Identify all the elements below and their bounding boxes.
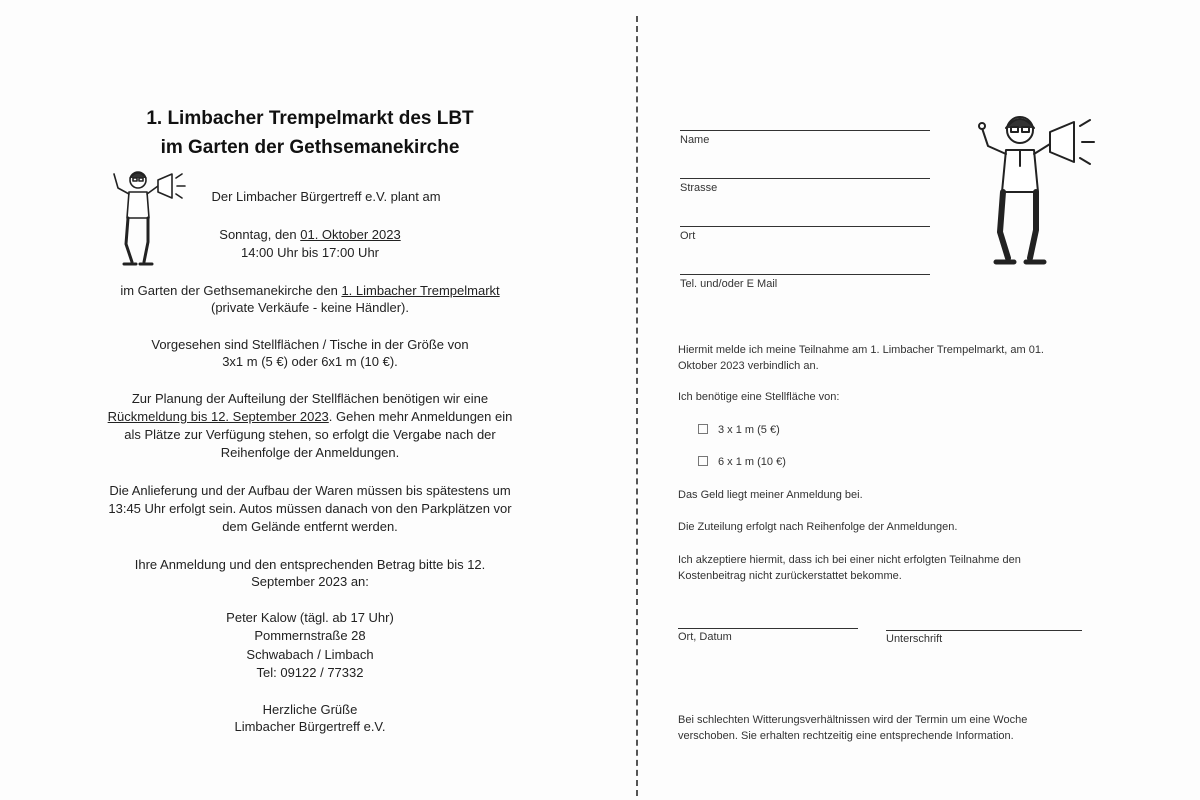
option-large-label: 6 x 1 m (10 €)	[718, 456, 786, 468]
intro-text: Der Limbacher Bürgertreff e.V. plant am	[211, 189, 441, 204]
street-field-line[interactable]	[680, 178, 930, 179]
deadline-underlined: Rückmeldung bis 12. September 2023	[107, 409, 329, 424]
delivery-line-1: Die Anlieferung und der Aufbau der Waren müssen bis spätestens um	[109, 483, 511, 498]
option-large[interactable]	[698, 454, 786, 470]
accept-line-2: Kostenbeitrag nicht zurückerstattet bekomme.	[678, 570, 902, 582]
market-name: 1. Limbacher Trempelmarkt	[341, 283, 500, 298]
place-date-label: Ort, Datum	[678, 631, 732, 643]
registration-statement	[678, 342, 1118, 374]
delivery-line-3: dem Gelände entfernt werden.	[222, 519, 398, 534]
signature-org: Limbacher Bürgertreff e.V.	[234, 719, 386, 734]
garden-prefix: im Garten der Gethsemanekirche den	[120, 283, 342, 298]
name-label: Name	[680, 134, 710, 146]
delivery-line-2: 13:45 Uhr erfolgt sein. Autos müssen danach von den Parkplätzen vor	[108, 501, 512, 516]
contact-label: Tel. und/oder E Mail	[680, 278, 778, 290]
planning-line-2-rest: . Gehen mehr Anmeldungen ein	[328, 409, 513, 424]
date-value: 01. Oktober 2023	[300, 227, 401, 242]
accept-statement	[678, 552, 1118, 584]
place-date-field-line[interactable]	[678, 628, 858, 629]
contact-field-line[interactable]	[680, 274, 930, 275]
money-note: Das Geld liegt meiner Anmeldung bei.	[678, 489, 863, 501]
event-date	[110, 226, 510, 244]
allocation-note: Die Zuteilung erfolgt nach Reihenfolge der Anmeldungen.	[678, 521, 958, 533]
space-question: Ich benötige eine Stellfläche von:	[678, 391, 840, 403]
spaces-line-2: 3x1 m (5 €) oder 6x1 m (10 €).	[222, 354, 398, 369]
contact-name: Peter Kalow (tägl. ab 17 Uhr)	[226, 610, 394, 625]
title-line-2: im Garten der Gethsemanekirche	[160, 137, 460, 158]
signature-field-line[interactable]	[886, 630, 1082, 631]
option-small-checkbox[interactable]	[698, 424, 708, 434]
event-time: 14:00 Uhr bis 17:00 Uhr	[240, 245, 380, 260]
signature-label: Unterschrift	[886, 633, 943, 645]
registration-line-1: Hiermit melde ich meine Teilnahme am 1. Limbacher Trempelmarkt, am 01.	[678, 344, 1044, 356]
spaces-line-1: Vorgesehen sind Stellflächen / Tische in der Größe von	[151, 337, 469, 352]
flyer-title	[60, 104, 560, 162]
planning-line-3: als Plätze zur Verfügung stehen, so erfolgt die Vergabe nach der	[124, 427, 496, 442]
weather-line-1: Bei schlechten Witterungsverhältnissen wird der Termin um eine Woche	[678, 714, 1028, 726]
megaphone-man-icon	[970, 108, 1106, 272]
event-location	[60, 282, 560, 300]
option-small-label: 3 x 1 m (5 €)	[718, 424, 780, 436]
weather-note	[678, 712, 1118, 744]
planning-line-4: Reihenfolge der Anmeldungen.	[220, 445, 400, 460]
registration-line-1: Ihre Anmeldung und den entsprechenden Betrag bitte bis 12.	[134, 557, 486, 572]
planning-line-2	[60, 408, 560, 426]
page-fold-divider	[636, 16, 638, 796]
contact-city: Schwabach / Limbach	[246, 647, 374, 662]
date-prefix: Sonntag, den	[219, 227, 301, 242]
registration-line-2: September 2023 an:	[251, 574, 369, 589]
planning-line-1: Zur Planung der Aufteilung der Stellflächen benötigen wir eine	[131, 391, 489, 406]
city-label: Ort	[680, 230, 696, 242]
contact-tel: Tel: 09122 / 77332	[256, 665, 364, 680]
accept-line-1: Ich akzeptiere hiermit, dass ich bei einer nicht erfolgten Teilnahme den	[678, 554, 1021, 566]
option-large-checkbox[interactable]	[698, 456, 708, 466]
private-note: (private Verkäufe - keine Händler).	[211, 300, 409, 315]
title-line-1: 1. Limbacher Trempelmarkt des LBT	[146, 108, 474, 129]
name-field-line[interactable]	[680, 130, 930, 131]
city-field-line[interactable]	[680, 226, 930, 227]
street-label: Strasse	[680, 182, 718, 194]
weather-line-2: verschoben. Sie erhalten rechtzeitig eine entsprechende Information.	[678, 730, 1014, 742]
greeting: Herzliche Grüße	[262, 702, 358, 717]
option-small[interactable]	[698, 422, 780, 438]
contact-street: Pommernstraße 28	[254, 628, 366, 643]
registration-line-2: Oktober 2023 verbindlich an.	[678, 360, 819, 372]
